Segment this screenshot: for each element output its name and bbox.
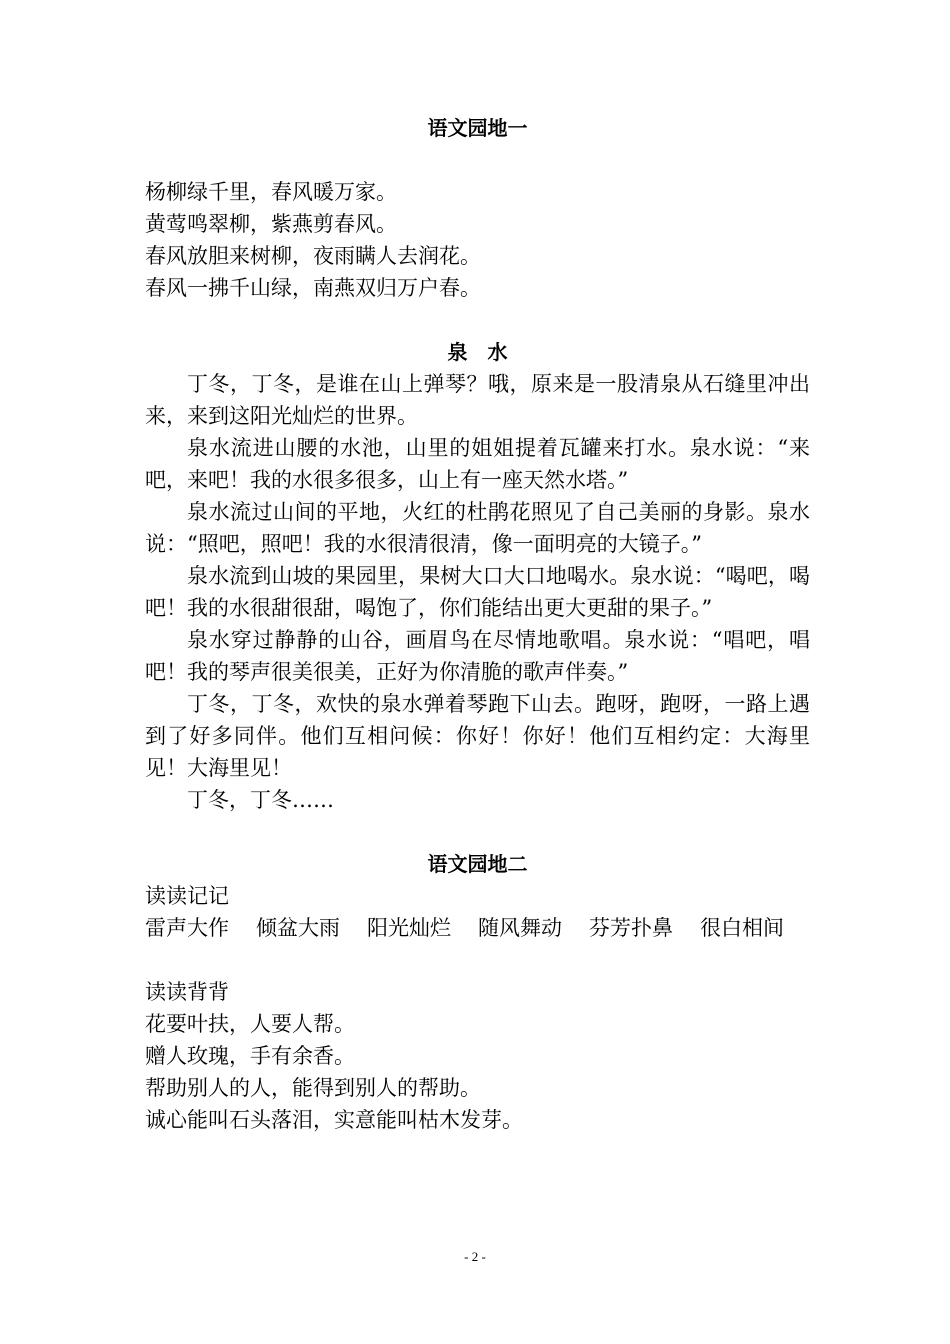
proverb-line: 黄莺鸣翠柳，紫燕剪春风。 — [145, 212, 397, 236]
story-paragraph: 泉水流到山坡的果园里，果树大口大口地喝水。泉水说：“喝吧，喝吧！我的水很甜很甜，喝饱了，你们能结出更大更甜的果子。” — [145, 564, 810, 620]
story-paragraph: 丁冬，丁冬…… — [187, 788, 334, 812]
story-paragraph: 泉水穿过静静的山谷，画眉鸟在尽情地歌唱。泉水说：“唱吧，唱吧！我的琴声很美很美，正好为你清脆的歌声伴奏。” — [145, 628, 810, 684]
section-title-yuwen-yuandi-2: 语文园地二 — [427, 852, 528, 876]
phrase-item: 随风舞动 — [478, 916, 562, 940]
spacer — [145, 816, 810, 848]
proverb-line: 帮助别人的人，能得到别人的帮助。 — [145, 1076, 481, 1100]
phrase-item: 很白相间 — [700, 916, 784, 940]
phrase-item: 雷声大作 — [145, 916, 229, 940]
phrase-list — [145, 912, 810, 944]
section-title-yuwen-yuandi-1: 语文园地一 — [427, 116, 528, 140]
proverb-line: 春风放胆来树柳，夜雨瞒人去润花。 — [145, 244, 481, 268]
proverb-line: 花要叶扶，人要人帮。 — [145, 1012, 355, 1036]
proverb-line: 赠人玫瑰，手有余香。 — [145, 1044, 355, 1068]
proverb-line: 春风一拂千山绿，南燕双归万户春。 — [145, 276, 481, 300]
phrase-item: 芬芳扑鼻 — [589, 916, 673, 940]
spacer — [145, 304, 810, 336]
story-paragraph: 泉水流过山间的平地，火红的杜鹃花照见了自己美丽的身影。泉水说：“照吧，照吧！我的水很清很清，像一面明亮的大镜子。” — [145, 500, 810, 556]
subsection-label-read-remember: 读读记记 — [145, 884, 229, 908]
story-paragraph: 泉水流进山腰的水池，山里的姐姐提着瓦罐来打水。泉水说：“来吧，来吧！我的水很多很多，山上有一座天然水塔。” — [145, 436, 810, 492]
proverb-line: 诚心能叫石头落泪，实意能叫枯木发芽。 — [145, 1108, 523, 1132]
story-paragraph: 丁冬，丁冬，是谁在山上弹琴？哦，原来是一股清泉从石缝里冲出来，来到这阳光灿烂的世界。 — [145, 372, 810, 428]
subsection-label-read-recite: 读读背背 — [145, 980, 229, 1004]
phrase-item: 倾盆大雨 — [256, 916, 340, 940]
proverb-line: 杨柳绿千里，春风暖万家。 — [145, 180, 397, 204]
story-paragraph: 丁冬，丁冬，欢快的泉水弹着琴跑下山去。跑呀，跑呀，一路上遇到了好多同伴。他们互相问候：你好！你好！他们互相约定：大海里见！大海里见！ — [145, 692, 810, 780]
spacer — [145, 144, 810, 176]
section-title-quanshui: 泉 水 — [447, 340, 508, 364]
page-number: - 2 - — [464, 1249, 486, 1264]
document-content — [145, 112, 810, 1136]
spacer — [145, 944, 810, 976]
phrase-item: 阳光灿烂 — [367, 916, 451, 940]
